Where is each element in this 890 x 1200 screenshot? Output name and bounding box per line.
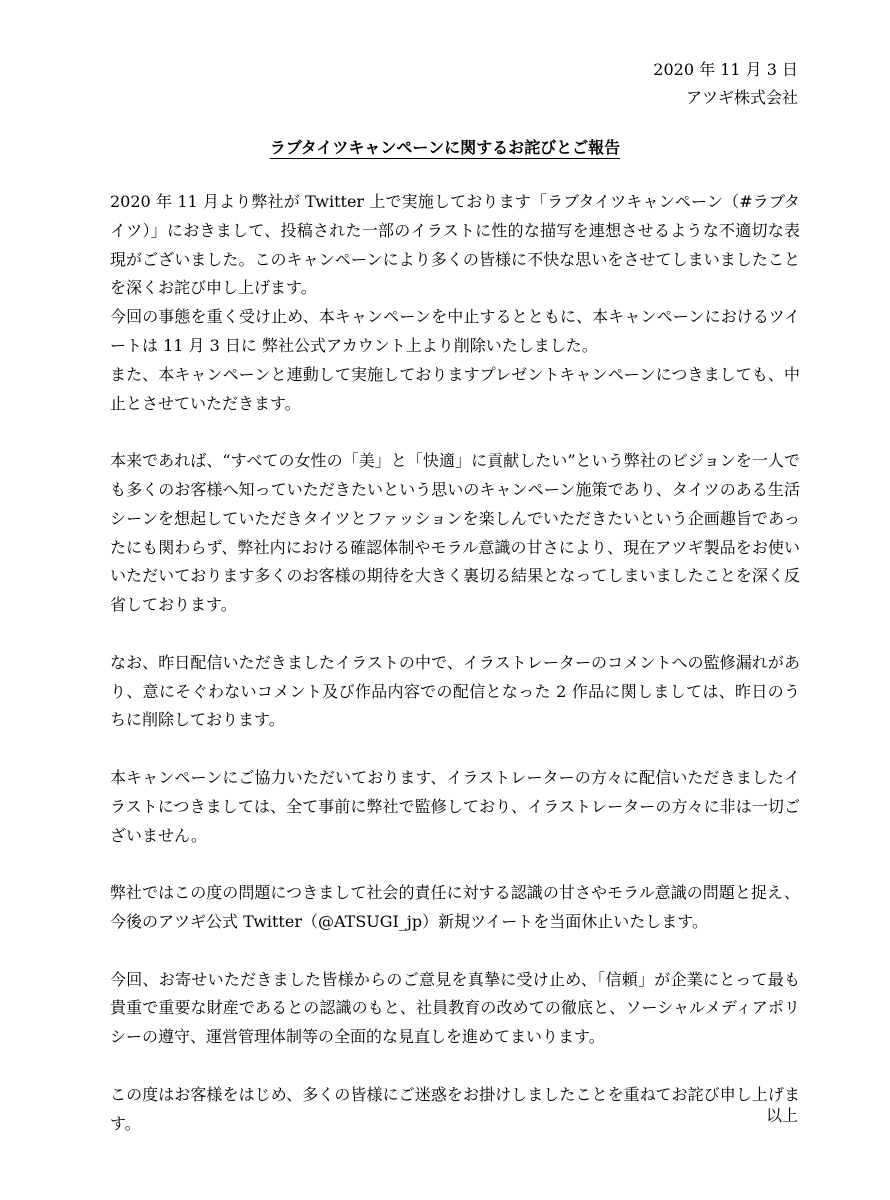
paragraph-trust-measures: 今回、お寄せいただきました皆様からのご意見を真摯に受け止め、「信頼」が企業にとって最も貴重で重要な財産であるとの認識のもと、社員教育の改めての徹底と、ソーシャルメディアポリシーの遵守、運営管理体制等の全面的な見直しを進めてまいります。 bbox=[110, 969, 800, 1047]
paragraph-spacer bbox=[110, 937, 800, 966]
paragraph-spacer bbox=[110, 1052, 800, 1081]
paragraph-present-campaign: また、本キャンペーンと連動して実施しておりますプレゼントキャンペーンにつきましても、中止とさせていただきます。 bbox=[110, 364, 800, 413]
paragraph-spacer bbox=[110, 850, 800, 879]
paragraph-illustrators-not-at-fault: 本キャンペーンにご協力いただいております、イラストレーターの方々に配信いただきましたイラストにつきましては、全て事前に弊社で監修しており、イラストレーターの方々に非は一切ございません。 bbox=[110, 767, 800, 845]
paragraph-final-apology: この度はお客様をはじめ、多くの皆様にご迷惑をお掛けしましたことを重ねてお詫び申し上げます。 bbox=[110, 1084, 800, 1133]
paragraph-cancellation: 今回の事態を重く受け止め、本キャンペーンを中止するとともに、本キャンペーンにおけるツイートは 11 月 3 日に 弊社公式アカウント上より削除いたしました。 bbox=[110, 307, 800, 355]
company-name: アツギ株式会社 bbox=[685, 88, 798, 107]
paragraph-apology: 2020 年 11 月より弊社が Twitter 上で実施しております「ラブタイツキャンペーン（#ラブタイツ）」におきまして、投稿された一部のイラストに性的な描写を連想させるような不適切な表現がございました。このキャンペーンにより多くの皆様に不快な思いをさせてしまいましたことを深くお詫び申し上げます。 bbox=[110, 192, 800, 298]
paragraph-twitter-suspension: 弊社ではこの度の問題につきまして社会的責任に対する認識の甘さやモラル意識の問題と捉え、今後のアツギ公式 Twitter（@ATSUGI_jp）新規ツイートを当面休止いたします。 bbox=[110, 883, 800, 931]
document-title bbox=[0, 136, 890, 160]
document-date: 2020 年 11 月 3 日 bbox=[653, 60, 798, 79]
closing-mark: 以上 bbox=[765, 1106, 798, 1125]
document-header bbox=[653, 56, 798, 112]
document-title-text: ラブタイツキャンペーンに関するお詫びとご報告 bbox=[269, 138, 621, 157]
paragraph-spacer bbox=[110, 620, 800, 649]
paragraph-spacer bbox=[110, 418, 800, 447]
document-body bbox=[110, 188, 800, 1138]
paragraph-vision: 本来であれば、“すべての女性の「美」と「快適」に貢献したい”という弊社のビジョンを一人でも多くのお客様へ知っていただきたいという思いのキャンペーン施策であり、タイツのある生活シーンを想起していただきタイツとファッションを楽しんでいただきたいという企画趣旨であったにも関わらず、弊社内における確認体制やモラル意識の甘さにより、現在アツギ製品をお使いいただいております多くのお客様の期待を大きく裏切る結果となってしまいましたことを深く反省しております。 bbox=[110, 451, 800, 615]
paragraph-spacer bbox=[110, 735, 800, 764]
paragraph-illustrator-comments: なお、昨日配信いただきましたイラストの中で、イラストレーターのコメントへの監修漏れがあり、意にそぐわないコメント及び作品内容での配信となった 2 作品に関しましては、昨日のうちに削除しております。 bbox=[110, 652, 800, 730]
